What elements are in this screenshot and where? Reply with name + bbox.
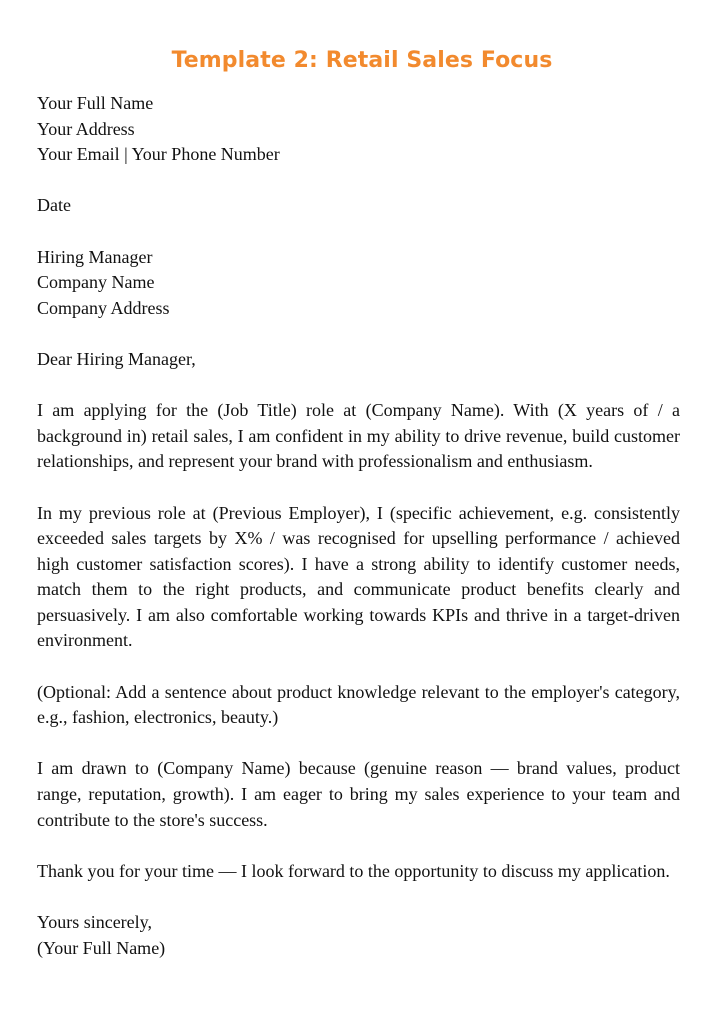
recipient-company: Company Name [37,272,155,293]
document-title: Template 2: Retail Sales Focus [171,48,553,73]
paragraph-optional: (Optional: Add a sentence about product knowledge relevant to the employer's category, e.g., fashion, electronics, beauty.) [37,681,680,728]
paragraph-motivation: I am drawn to (Company Name) because (genuine reason — brand values, product range, reputation, growth). I am eager to bring my sales experience to your team and contribute to the store's success. [37,758,680,830]
spacer [37,168,680,194]
recipient-title: Hiring Manager [37,246,153,267]
spacer [37,731,680,757]
spacer [37,833,680,859]
recipient-address: Company Address [37,297,170,318]
sender-contact: Your Email | Your Phone Number [37,144,280,165]
paragraph-intro: I am applying for the (Job Title) role at (Company Name). With (X years of / a background in) retail sales, I am confident in my ability to drive revenue, build customer relationships, and represent your brand with professionalism and enthusiasm. [37,400,680,472]
spacer [37,884,680,910]
spacer [37,373,680,399]
spacer [37,475,680,501]
closing: Yours sincerely, [37,912,152,932]
letter-body [37,91,680,961]
sender-address: Your Address [37,118,135,139]
letter-date: Date [37,195,71,216]
spacer [37,219,680,245]
signature: (Your Full Name) [37,937,166,958]
paragraph-experience: In my previous role at (Previous Employer), I (specific achievement, e.g. consistently exceeded sales targets by X% / was recognised for upselling performance / achieved high customer satisfaction scores). I have a strong ability to identify customer needs, match them to the right products, and communicate product benefits clearly and persuasively. I am also comfortable working towards KPIs and thrive in a target-driven environment. [37,502,680,651]
sender-name: Your Full Name [37,93,154,113]
spacer [37,321,680,347]
salutation: Dear Hiring Manager, [37,348,196,369]
paragraph-thanks: Thank you for your time — I look forward to the opportunity to discuss my application. [37,860,670,881]
spacer [37,654,680,680]
